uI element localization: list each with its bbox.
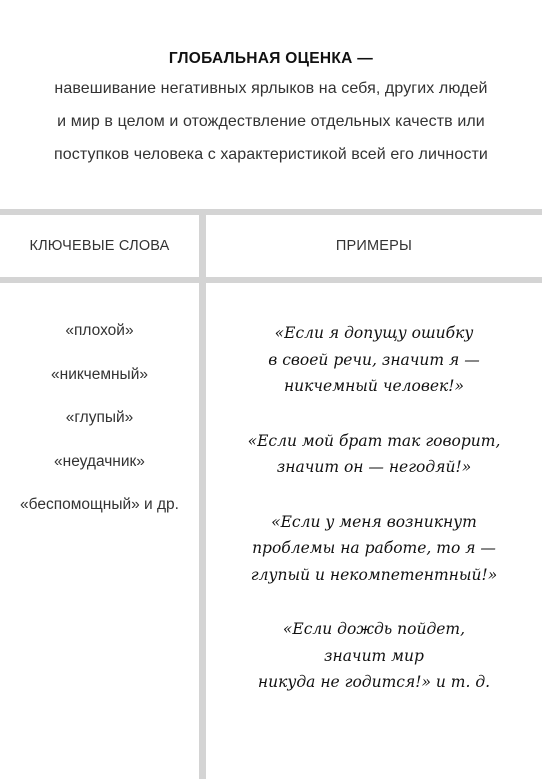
- table-column-divider: [199, 209, 206, 779]
- example-line: глупый и некомпетентный!»: [250, 565, 498, 584]
- example-quote: [206, 509, 542, 589]
- description-line-3: поступков человека с характеристикой всей его личности: [54, 146, 488, 163]
- page-title: ГЛОБАЛЬНАЯ ОЦЕНКА —: [168, 50, 374, 67]
- keyword-item: «беспомощный» и др.: [20, 496, 179, 513]
- example-line: «Если мой брат так говорит,: [247, 431, 501, 450]
- example-quote: [206, 320, 542, 400]
- example-line: в своей речи, значит я —: [268, 350, 480, 369]
- example-quote: [206, 616, 542, 696]
- description-line-2: и мир в целом и отождествление отдельных качеств или: [57, 113, 485, 130]
- example-line: «Если я допущу ошибку: [274, 324, 474, 342]
- column-header-examples: ПРИМЕРЫ: [335, 238, 413, 254]
- example-line: «Если дождь пойдет,: [282, 620, 466, 638]
- example-line: значит он — негодяй!»: [276, 458, 472, 476]
- example-quote: [206, 428, 542, 481]
- column-header-keywords: КЛЮЧЕВЫЕ СЛОВА: [29, 238, 170, 254]
- keyword-item: «неудачник»: [54, 452, 145, 470]
- keyword-item: «глупый»: [65, 409, 134, 426]
- description-line-1: навешивание негативных ярлыков на себя, других людей: [54, 80, 488, 97]
- examples-list: [206, 320, 542, 724]
- table-header-divider: [0, 277, 542, 283]
- keyword-item: «никчемный»: [51, 365, 148, 383]
- keyword-item: «плохой»: [65, 322, 134, 339]
- table-top-divider: [0, 209, 542, 215]
- example-line: «Если у меня возникнут: [271, 512, 477, 531]
- keywords-list: [0, 320, 199, 538]
- example-line: проблемы на работе, то я —: [252, 539, 496, 557]
- example-line: никуда не годится!» и т. д.: [257, 673, 491, 691]
- example-line: никчемный человек!»: [283, 377, 465, 395]
- example-line: значит мир: [324, 646, 424, 665]
